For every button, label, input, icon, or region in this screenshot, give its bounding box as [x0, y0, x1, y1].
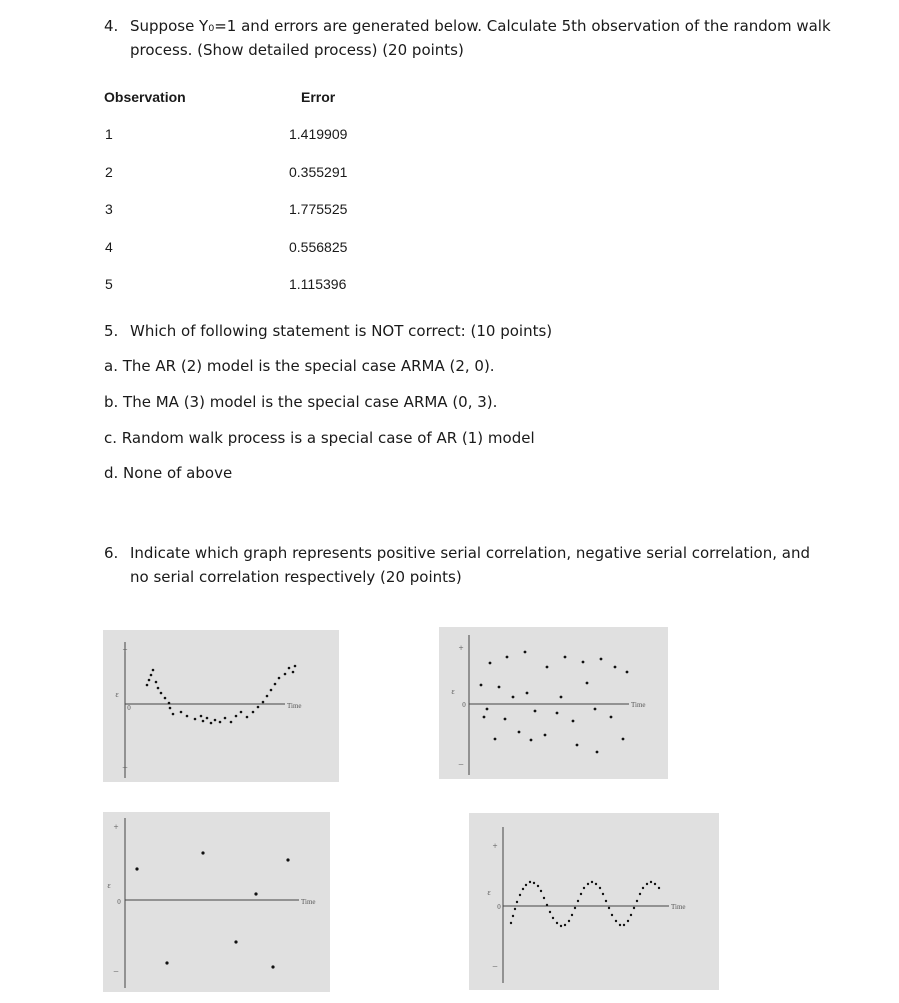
graph-1-svg [103, 630, 339, 782]
question-4-line2: process. (Show detailed process) (20 points) [130, 41, 464, 59]
error-cell: 0.355291 [289, 164, 348, 180]
plus-label: + [492, 841, 498, 851]
zero-label: 0 [117, 898, 121, 906]
obs-cell: 3 [105, 201, 113, 217]
plus-label: + [458, 643, 464, 653]
plus-label: + [113, 822, 119, 832]
graph-1 [103, 630, 339, 782]
data-points [146, 665, 297, 725]
question-5-number: 5. [104, 322, 119, 340]
minus-label: – [122, 762, 128, 772]
minus-label: – [492, 961, 498, 971]
question-4-number: 4. [104, 17, 119, 35]
obs-cell: 5 [105, 276, 113, 292]
obs-cell: 1 [105, 126, 113, 142]
epsilon-label: ε [487, 888, 491, 897]
question-6-line1: Indicate which graph represents positive serial correlation, negative serial correlation, and [130, 544, 810, 562]
graph-2 [439, 627, 668, 779]
error-cell: 1.419909 [289, 126, 348, 142]
option-c: c. Random walk process is a special case of AR (1) model [104, 429, 535, 447]
question-5-text: Which of following statement is NOT correct: (10 points) [130, 322, 553, 340]
time-label: Time [301, 898, 316, 906]
zero-label: 0 [462, 701, 466, 709]
error-cell: 1.775525 [289, 201, 348, 217]
epsilon-label: ε [115, 690, 119, 699]
epsilon-label: ε [451, 687, 455, 696]
header-observation: Observation [104, 89, 186, 105]
zero-label: 0 [127, 704, 131, 712]
question-6-line2: no serial correlation respectively (20 points) [130, 568, 462, 586]
time-label: Time [671, 903, 686, 911]
question-4-line1: Suppose Y₀=1 and errors are generated below. Calculate 5th observation of the random walk [130, 17, 831, 35]
graph-4 [469, 813, 719, 990]
question-6 [104, 541, 864, 589]
graph-3-svg [103, 812, 330, 992]
minus-label: – [113, 966, 119, 976]
graph-3 [103, 812, 330, 992]
option-a: a. The AR (2) model is the special case ARMA (2, 0). [104, 357, 495, 375]
data-points [480, 651, 629, 754]
data-points [135, 851, 289, 968]
data-points [510, 881, 660, 927]
option-b: b. The MA (3) model is the special case ARMA (0, 3). [104, 393, 498, 411]
header-error: Error [301, 89, 336, 105]
option-d: d. None of above [104, 464, 233, 482]
error-cell: 0.556825 [289, 239, 348, 255]
zero-label: 0 [497, 903, 501, 911]
epsilon-label: ε [107, 881, 111, 890]
obs-cell: 4 [105, 239, 113, 255]
obs-cell: 2 [105, 164, 113, 180]
question-4 [104, 14, 864, 62]
graph-4-svg [469, 813, 719, 990]
question-6-number: 6. [104, 544, 119, 562]
time-label: Time [287, 702, 302, 710]
graph-2-svg [439, 627, 668, 779]
plus-label: + [122, 645, 128, 655]
time-label: Time [631, 701, 646, 709]
error-cell: 1.115396 [289, 276, 347, 292]
question-5 [104, 319, 804, 343]
minus-label: – [458, 759, 464, 769]
